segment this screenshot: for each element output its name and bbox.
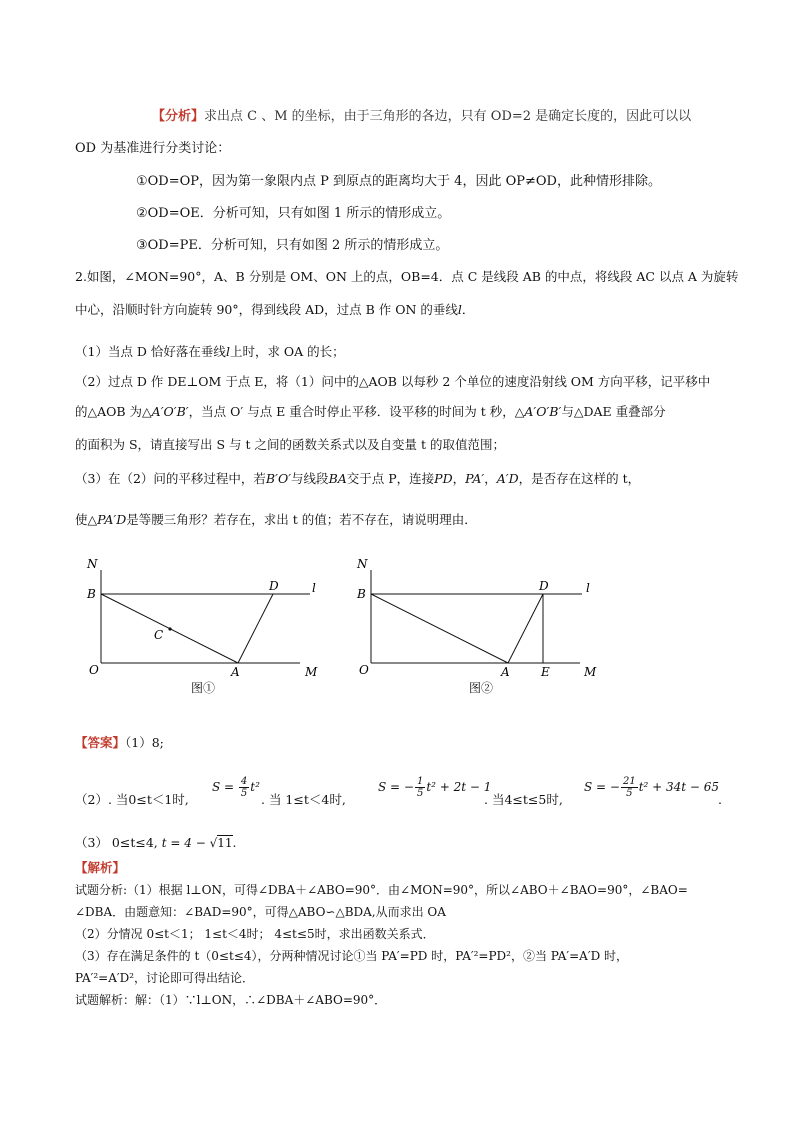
point-c [168,627,171,630]
question-1-end: 上时，求 OA 的长； [229,344,345,359]
q2b-text-1: 的△AOB 为△ [75,404,152,419]
answer-2-end: . [718,792,722,807]
segment-pa-prime: PA′ [465,471,485,486]
denominator: 5 [416,788,424,799]
analysis-case-1: ①OD=OP，因为第一象限内点 P 到原点的距离均大于 4，因此 OP≠OD，此种情形排除。 [136,174,661,189]
solution-label: 【解析】 [75,860,126,875]
label-o: O [359,663,369,677]
label-a: A [231,665,240,679]
figure-2-diagram [350,550,610,695]
q3b-text-1: 使△ [75,512,98,527]
label-m: M [584,665,597,679]
segment-ba [371,594,508,663]
question-2-line-1: （2）过点 D 作 DE⊥OM 于点 E，将（1）问中的△AOB 以每秒 2 个单位的速度沿射线 OM 方向平移，记平移中 [75,374,711,389]
segment-ad [238,594,273,663]
period: ． [461,302,475,317]
label-d: D [539,579,549,593]
formula-s2 [378,770,491,804]
analysis-text-1: 求出点 C 、M 的坐标，由于三角形的各边，只有 OD=2 是确定长度的，因此可以以 [204,109,692,124]
formula-s1 [212,770,260,804]
label-l: l [586,581,590,595]
question-3-line-1 [75,470,640,488]
solution-line-3: （2）分情况 0≤t＜1； 1≤t＜4时； 4≤t≤5时，求出函数关系式． [75,927,435,941]
answer-3-end: . [232,835,237,850]
segment-a-prime-d: A′D [496,471,519,486]
analysis-label: 【分析】 [152,109,205,124]
analysis-line-2: OD 为基准进行分类讨论： [75,141,231,156]
q2b-text-3: 与△DAE 重叠部分 [561,404,666,419]
label-m: M [305,665,318,679]
numerator: 21 [622,776,636,787]
fraction-21-5 [621,776,638,799]
comma: ， [452,471,466,486]
question-3-line-2 [75,511,477,529]
formula-s2-rest: t² + 2t − 1 [426,780,492,794]
triangle-pa-prime-d: PA′D [97,512,127,527]
q3-text-3: 交于点 P，连接 [346,471,435,486]
segment-ba: BA [328,471,347,486]
label-l: l [312,581,316,595]
solution-line-2: ∠DBA．由题意知：∠BAD=90°，可得△ABO∽△BDA,从而求出 OA [75,905,446,919]
triangle-aob-prime-2: A′O′B′ [524,404,562,419]
formula-s3-rest: t² + 34t − 65 [638,780,720,794]
label-n: N [87,557,98,571]
segment-ad [508,594,543,663]
analysis-line-1 [152,108,691,126]
q2b-text-2: ，当点 O′ 与点 E 重合时停止平移．设平移的时间为 t 秒，△ [188,404,525,419]
label-a: A [501,665,510,679]
answer-3-formula: t = 4 − √ [161,836,218,850]
label-c: C [154,628,164,642]
formula-s3-lhs: S = − [584,780,620,794]
solution-line-5: PA′²=A′D²，讨论即可得出结论． [75,971,255,985]
line-l-symbol: l [457,302,462,317]
question-1-text: （1）当点 D 恰好落在垂线 [75,344,226,359]
label-b: B [87,587,96,601]
answer-label: 【答案】 [75,735,126,750]
figure-1-diagram [80,550,330,695]
question-1 [75,343,345,361]
figure-2-caption: 图② [469,681,494,695]
label-d: D [269,579,279,593]
solution-line-4: （3）存在满足条件的 t（0≤t≤4），分两种情况讨论①当 PA′=PD 时，PA′²=PD²，②当 PA′=A′D 时， [75,949,629,963]
question-2-line-3: 的面积为 S，请直接写出 S 与 t 之间的函数关系式以及自变量 t 的取值范围； [75,437,505,452]
answer-3-prefix: （3） 0≤t≤4, [75,835,158,850]
fraction-4-5 [239,776,249,799]
label-e: E [541,665,550,679]
answer-2-mid-2: . 当4≤t≤5时, [484,792,563,807]
q3-text-4: ，是否存在这样的 t， [518,471,641,486]
q3-text-2: 与线段 [291,471,329,486]
formula-s3 [584,770,719,804]
numerator: 1 [416,776,424,787]
problem-2-line-2 [75,301,474,319]
line-l-symbol: l [225,344,230,359]
answer-2-prefix: （2）. 当0≤t＜1时, [75,792,189,807]
fraction-1-5 [415,776,425,799]
formula-s1-lhs: S = [212,780,238,794]
answer-line-1 [75,734,164,752]
answer-3 [75,834,237,852]
q3b-text-2: 是等腰三角形？若存在，求出 t 的值；若不存在，请说明理由． [126,512,477,527]
solution-line-1: 试题分析:（1）根据 l⊥ON，可得∠DBA＋∠ABO=90°．由∠MON=90°，所以∠ABO＋∠BAO=90°，∠BAO= [75,883,688,897]
label-n: N [357,557,368,571]
question-2-line-2 [75,403,666,421]
label-b: B [357,587,366,601]
label-o: O [89,663,99,677]
segment-pd: PD [434,471,453,486]
figure-1-caption: 图① [191,681,216,695]
answer-2-mid-1: . 当 1≤t＜4时, [261,792,346,807]
analysis-case-2: ②OD=OE．分析可知，只有如图 1 所示的情形成立。 [136,206,451,221]
problem-2-line-1: 2.如图，∠MON=90°，A、B 分别是 OM、ON 上的点，OB=4．点 C 是线段 AB 的中点，将线段 AC 以点 A 为旋转 [75,269,739,284]
answer-3-radicand: 11 [217,836,233,850]
numerator: 4 [240,776,248,787]
problem-2-line-2-text: 中心，沿顺时针方向旋转 90°，得到线段 AD，过点 B 作 ON 的垂线 [75,302,458,317]
segment-bo-prime: B′O′ [265,471,292,486]
denominator: 5 [626,788,633,799]
analysis-case-3: ③OD=PE．分析可知，只有如图 2 所示的情形成立。 [136,238,449,253]
q3-text-1: （3）在（2）问的平移过程中，若 [75,471,266,486]
solution-line-6: 试题解析：解：（1）∵l⊥ON，∴∠DBA＋∠ABO=90°． [75,993,387,1007]
comma: ， [484,471,497,486]
denominator: 5 [240,788,248,799]
answer-1: （1）8; [125,735,164,750]
formula-s2-lhs: S = − [378,780,414,794]
formula-s1-rest: t² [250,780,260,794]
triangle-aob-prime: A′O′B′ [151,404,189,419]
